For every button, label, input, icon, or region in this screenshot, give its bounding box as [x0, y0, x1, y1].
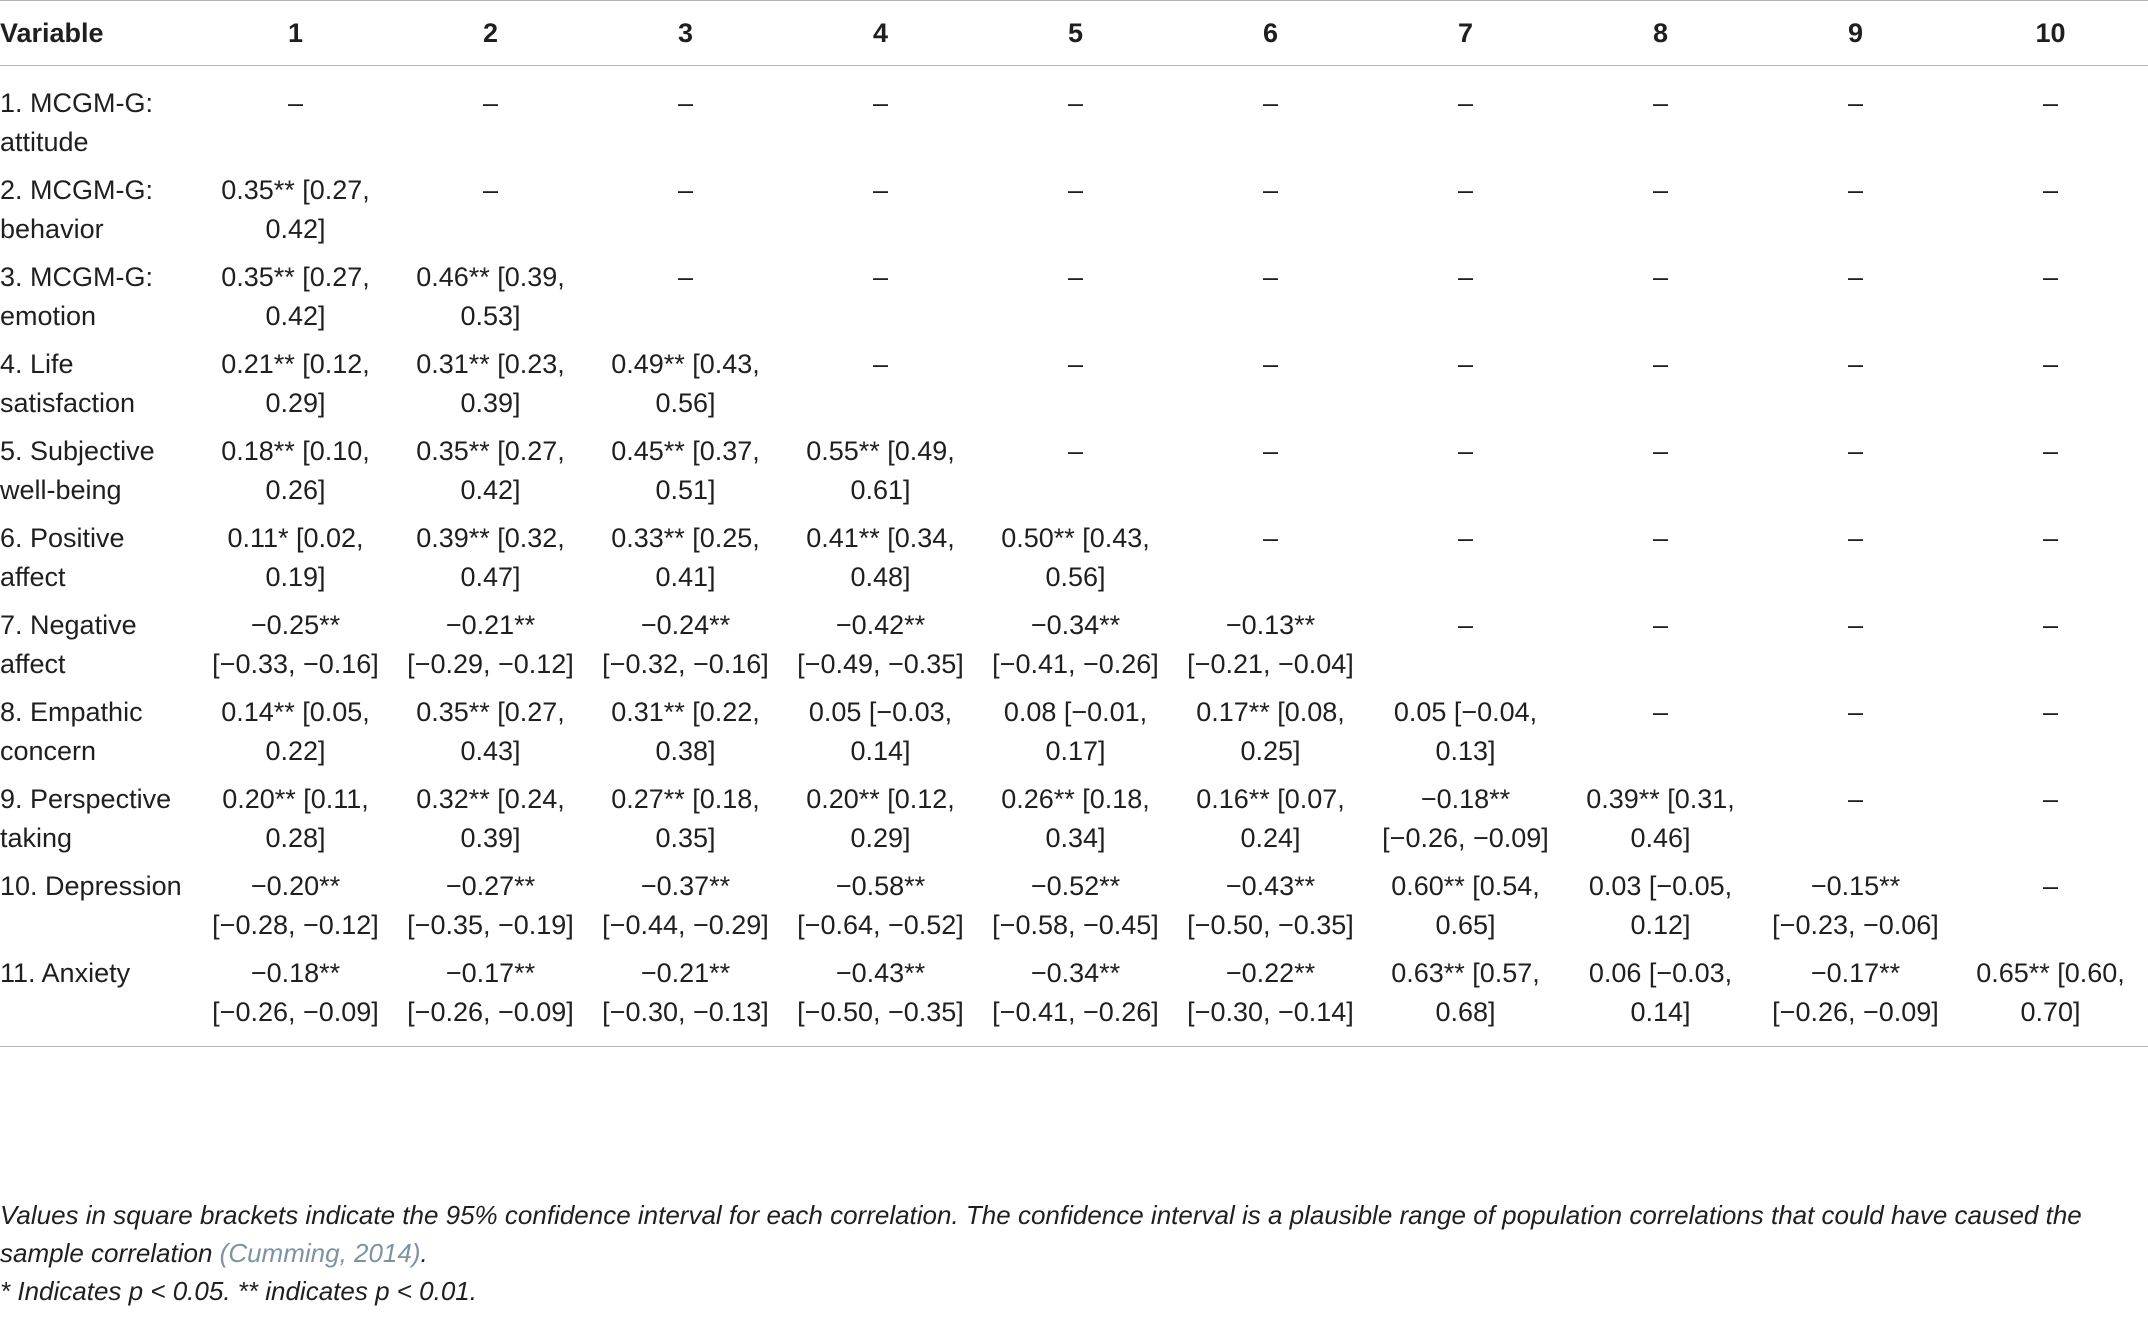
table-cell: [1173, 258, 1368, 345]
cell-value: 0.05 [−0.04, 0.13]: [1393, 697, 1538, 766]
table-cell: [1173, 693, 1368, 780]
cell-value: −0.18** [−0.26, −0.09]: [212, 958, 379, 1027]
note-ci-end: .: [420, 1238, 428, 1268]
table-cell: [1563, 258, 1758, 345]
cell-value: –: [482, 88, 499, 118]
table-cell: [978, 258, 1173, 345]
cell-value: 0.45** [0.37, 0.51]: [611, 436, 760, 505]
row-label: 3. MCGM-G: emotion: [0, 262, 153, 331]
table-cell: [393, 432, 588, 519]
cell-value: 0.39** [0.31, 0.46]: [1586, 784, 1735, 853]
table-cell: [588, 345, 783, 432]
table-cell: [783, 66, 978, 172]
table-cell: [783, 867, 978, 954]
header-col-4: 4: [783, 1, 978, 66]
row-label-cell: [0, 867, 198, 954]
row-label-cell: [0, 66, 198, 172]
table-cell: [978, 519, 1173, 606]
table-cell: [1563, 954, 1758, 1047]
table-cell: [1953, 258, 2148, 345]
table-row: [0, 606, 2148, 693]
cell-value: –: [2042, 784, 2059, 814]
cell-value: –: [1457, 175, 1474, 205]
cell-value: –: [1652, 523, 1669, 553]
cell-value: –: [1262, 262, 1279, 292]
table-cell: [1953, 432, 2148, 519]
cell-value: −0.21** [−0.30, −0.13]: [602, 958, 769, 1027]
table-cell: [393, 606, 588, 693]
cell-value: –: [287, 88, 304, 118]
cell-value: 0.20** [0.12, 0.29]: [806, 784, 955, 853]
cell-value: 0.65** [0.60, 0.70]: [1976, 958, 2125, 1027]
table-cell: [1563, 171, 1758, 258]
cell-value: −0.58** [−0.64, −0.52]: [797, 871, 964, 940]
cell-value: 0.18** [0.10, 0.26]: [221, 436, 370, 505]
table-cell: [588, 432, 783, 519]
cell-value: –: [482, 175, 499, 205]
cell-value: −0.34** [−0.41, −0.26]: [992, 610, 1159, 679]
cell-value: −0.43** [−0.50, −0.35]: [797, 958, 964, 1027]
table-cell: [588, 867, 783, 954]
cell-value: −0.52** [−0.58, −0.45]: [992, 871, 1159, 940]
table-cell: [588, 606, 783, 693]
table-cell: [1563, 519, 1758, 606]
cell-value: –: [1847, 88, 1864, 118]
row-label-cell: [0, 432, 198, 519]
cell-value: 0.31** [0.23, 0.39]: [416, 349, 565, 418]
row-label-cell: [0, 780, 198, 867]
table-cell: [978, 66, 1173, 172]
cell-value: –: [1457, 610, 1474, 640]
table-cell: [1953, 606, 2148, 693]
cell-value: –: [872, 262, 889, 292]
cell-value: 0.35** [0.27, 0.43]: [416, 697, 565, 766]
table-cell: [783, 171, 978, 258]
table-cell: [1953, 780, 2148, 867]
cell-value: –: [1847, 436, 1864, 466]
table-cell: [978, 867, 1173, 954]
cell-value: −0.18** [−0.26, −0.09]: [1382, 784, 1549, 853]
cell-value: –: [677, 88, 694, 118]
table-cell: [1563, 606, 1758, 693]
table-cell: [978, 954, 1173, 1047]
table-cell: [1368, 780, 1563, 867]
table-cell: [783, 954, 978, 1047]
cell-value: –: [1847, 175, 1864, 205]
table-row: [0, 867, 2148, 954]
table-row: [0, 345, 2148, 432]
table-cell: [393, 66, 588, 172]
cell-value: –: [1262, 523, 1279, 553]
table-cell: [1758, 519, 1953, 606]
cell-value: –: [2042, 697, 2059, 727]
table-row: [0, 519, 2148, 606]
table-cell: [1758, 345, 1953, 432]
row-label-cell: [0, 258, 198, 345]
header-col-2: 2: [393, 1, 588, 66]
table-cell: [1368, 258, 1563, 345]
header-col-10: 10: [1953, 1, 2148, 66]
table-cell: [198, 258, 393, 345]
row-label: 11. Anxiety: [0, 958, 131, 988]
cell-value: –: [1457, 88, 1474, 118]
table-cell: [393, 954, 588, 1047]
cell-value: –: [1652, 175, 1669, 205]
cell-value: –: [1067, 349, 1084, 379]
row-label-cell: [0, 693, 198, 780]
cell-value: 0.41** [0.34, 0.48]: [806, 523, 955, 592]
cell-value: –: [1262, 436, 1279, 466]
table-cell: [1953, 171, 2148, 258]
table-cell: [1758, 780, 1953, 867]
cell-value: –: [1457, 349, 1474, 379]
table-cell: [198, 693, 393, 780]
cell-value: −0.15** [−0.23, −0.06]: [1772, 871, 1939, 940]
row-label: 6. Positive affect: [0, 523, 125, 592]
table-cell: [1368, 519, 1563, 606]
table-cell: [783, 780, 978, 867]
table-cell: [1758, 693, 1953, 780]
cell-value: –: [1457, 523, 1474, 553]
row-label-cell: [0, 345, 198, 432]
header-col-7: 7: [1368, 1, 1563, 66]
table-body: [0, 66, 2148, 1047]
cell-value: –: [2042, 262, 2059, 292]
cell-value: 0.16** [0.07, 0.24]: [1196, 784, 1345, 853]
row-label: 10. Depression: [0, 871, 182, 901]
table-cell: [588, 258, 783, 345]
row-label: 8. Empathic concern: [0, 697, 143, 766]
cell-value: −0.17** [−0.26, −0.09]: [1772, 958, 1939, 1027]
cell-value: −0.43** [−0.50, −0.35]: [1187, 871, 1354, 940]
note-significance: * Indicates p < 0.05. ** indicates p < 0.01.: [0, 1276, 477, 1306]
table-cell: [1173, 519, 1368, 606]
cell-value: 0.17** [0.08, 0.25]: [1196, 697, 1345, 766]
cell-value: –: [1262, 175, 1279, 205]
table-cell: [393, 780, 588, 867]
cell-value: 0.35** [0.27, 0.42]: [221, 175, 370, 244]
cell-value: −0.17** [−0.26, −0.09]: [407, 958, 574, 1027]
cell-value: –: [1067, 175, 1084, 205]
table-cell: [393, 345, 588, 432]
table-cell: [978, 606, 1173, 693]
table-cell: [1563, 693, 1758, 780]
table-row: [0, 171, 2148, 258]
row-label: 2. MCGM-G: behavior: [0, 175, 153, 244]
cell-value: 0.33** [0.25, 0.41]: [611, 523, 760, 592]
table-cell: [1368, 954, 1563, 1047]
cell-value: –: [1067, 88, 1084, 118]
table-cell: [1173, 606, 1368, 693]
cell-value: –: [2042, 871, 2059, 901]
row-label: 4. Life satisfaction: [0, 349, 136, 418]
cell-value: 0.14** [0.05, 0.22]: [221, 697, 370, 766]
table-cell: [393, 258, 588, 345]
cell-value: 0.31** [0.22, 0.38]: [611, 697, 760, 766]
table-cell: [198, 171, 393, 258]
table-cell: [1758, 954, 1953, 1047]
cell-value: 0.49** [0.43, 0.56]: [611, 349, 760, 418]
table-cell: [198, 780, 393, 867]
table-cell: [393, 867, 588, 954]
table-cell: [978, 780, 1173, 867]
cell-value: –: [1847, 523, 1864, 553]
table-cell: [588, 66, 783, 172]
cell-value: 0.06 [−0.03, 0.14]: [1588, 958, 1733, 1027]
table-cell: [783, 345, 978, 432]
table-cell: [1758, 867, 1953, 954]
cell-value: –: [1652, 88, 1669, 118]
cell-value: 0.20** [0.11, 0.28]: [222, 784, 369, 853]
cell-value: –: [1262, 88, 1279, 118]
table-row: [0, 693, 2148, 780]
cell-value: –: [1847, 784, 1864, 814]
cell-value: –: [2042, 610, 2059, 640]
cell-value: −0.21** [−0.29, −0.12]: [407, 610, 574, 679]
cell-value: –: [1652, 697, 1669, 727]
cell-value: –: [1652, 610, 1669, 640]
table-cell: [1173, 171, 1368, 258]
table-cell: [978, 432, 1173, 519]
table-cell: [198, 519, 393, 606]
cell-value: –: [2042, 349, 2059, 379]
table-cell: [1953, 345, 2148, 432]
table-cell: [1953, 519, 2148, 606]
cell-value: –: [1652, 349, 1669, 379]
row-label: 1. MCGM-G: attitude: [0, 88, 153, 157]
cell-value: 0.35** [0.27, 0.42]: [221, 262, 370, 331]
cell-value: –: [2042, 88, 2059, 118]
header-col-5: 5: [978, 1, 1173, 66]
table-cell: [1758, 66, 1953, 172]
table-cell: [393, 693, 588, 780]
row-label-cell: [0, 606, 198, 693]
table-cell: [1368, 66, 1563, 172]
row-label-cell: [0, 954, 198, 1047]
cell-value: –: [1457, 262, 1474, 292]
table-cell: [588, 519, 783, 606]
table-row: [0, 258, 2148, 345]
cell-value: 0.32** [0.24, 0.39]: [416, 784, 565, 853]
table-cell: [978, 171, 1173, 258]
header-col-9: 9: [1758, 1, 1953, 66]
cell-value: –: [872, 175, 889, 205]
cell-value: 0.60** [0.54, 0.65]: [1391, 871, 1540, 940]
table-cell: [1953, 693, 2148, 780]
table-cell: [588, 780, 783, 867]
cell-value: –: [1847, 262, 1864, 292]
cell-value: −0.13** [−0.21, −0.04]: [1187, 610, 1354, 679]
cell-value: 0.11* [0.02, 0.19]: [227, 523, 364, 592]
cell-value: 0.35** [0.27, 0.42]: [416, 436, 565, 505]
row-label: 5. Subjective well-being: [0, 436, 155, 505]
row-label: 7. Negative affect: [0, 610, 137, 679]
cell-value: 0.08 [−0.01, 0.17]: [1003, 697, 1148, 766]
table-cell: [1173, 954, 1368, 1047]
table-cell: [1758, 171, 1953, 258]
header-variable: Variable: [0, 1, 198, 66]
table-cell: [1368, 432, 1563, 519]
cell-value: 0.55** [0.49, 0.61]: [806, 436, 955, 505]
header-col-1: 1: [198, 1, 393, 66]
cell-value: −0.24** [−0.32, −0.16]: [602, 610, 769, 679]
table-cell: [783, 693, 978, 780]
cell-value: –: [1067, 436, 1084, 466]
table-row: [0, 780, 2148, 867]
table-cell: [1173, 432, 1368, 519]
table-cell: [198, 66, 393, 172]
table-header-row: [0, 1, 2148, 66]
citation-link[interactable]: (Cumming, 2014): [219, 1238, 421, 1268]
table-cell: [198, 954, 393, 1047]
table-cell: [1173, 66, 1368, 172]
cell-value: 0.46** [0.39, 0.53]: [416, 262, 565, 331]
table-cell: [1758, 258, 1953, 345]
table-cell: [393, 519, 588, 606]
row-label-cell: [0, 171, 198, 258]
cell-value: –: [872, 349, 889, 379]
note-ci-text: Values in square brackets indicate the 95% confidence interval for each correlation. The confidence interval is a plausible range of population correlations that could have caused the sample correlation: [0, 1200, 2082, 1268]
table-cell: [393, 171, 588, 258]
table-cell: [783, 519, 978, 606]
cell-value: −0.20** [−0.28, −0.12]: [212, 871, 379, 940]
table-cell: [1758, 432, 1953, 519]
table-cell: [588, 693, 783, 780]
table-cell: [783, 432, 978, 519]
table-cell: [1563, 66, 1758, 172]
table-cell: [1368, 171, 1563, 258]
cell-value: –: [1652, 436, 1669, 466]
cell-value: –: [677, 262, 694, 292]
table-cell: [588, 954, 783, 1047]
cell-value: −0.42** [−0.49, −0.35]: [797, 610, 964, 679]
table-cell: [1953, 66, 2148, 172]
table-cell: [198, 345, 393, 432]
table-notes: [0, 1196, 2104, 1310]
cell-value: 0.03 [−0.05, 0.12]: [1588, 871, 1733, 940]
row-label-cell: [0, 519, 198, 606]
table-cell: [198, 606, 393, 693]
cell-value: –: [1652, 262, 1669, 292]
table-cell: [1953, 954, 2148, 1047]
table-cell: [1173, 345, 1368, 432]
table-cell: [1563, 345, 1758, 432]
table-row: [0, 66, 2148, 172]
table-cell: [1173, 780, 1368, 867]
table-cell: [1758, 606, 1953, 693]
cell-value: –: [2042, 523, 2059, 553]
table-cell: [1563, 432, 1758, 519]
table-cell: [1368, 606, 1563, 693]
cell-value: –: [1847, 349, 1864, 379]
cell-value: 0.21** [0.12, 0.29]: [221, 349, 370, 418]
header-col-6: 6: [1173, 1, 1368, 66]
table-cell: [1173, 867, 1368, 954]
cell-value: –: [1847, 697, 1864, 727]
cell-value: 0.63** [0.57, 0.68]: [1391, 958, 1540, 1027]
cell-value: −0.22** [−0.30, −0.14]: [1187, 958, 1354, 1027]
cell-value: –: [677, 175, 694, 205]
cell-value: −0.27** [−0.35, −0.19]: [407, 871, 574, 940]
header-col-3: 3: [588, 1, 783, 66]
note-ci: [0, 1196, 2104, 1272]
cell-value: 0.05 [−0.03, 0.14]: [808, 697, 953, 766]
table-cell: [978, 345, 1173, 432]
cell-value: 0.39** [0.32, 0.47]: [416, 523, 565, 592]
table-cell: [783, 258, 978, 345]
cell-value: −0.25** [−0.33, −0.16]: [212, 610, 379, 679]
cell-value: –: [1457, 436, 1474, 466]
table-cell: [198, 432, 393, 519]
table-row: [0, 954, 2148, 1047]
table-cell: [1953, 867, 2148, 954]
table-cell: [978, 693, 1173, 780]
cell-value: −0.37** [−0.44, −0.29]: [602, 871, 769, 940]
table-cell: [1563, 780, 1758, 867]
header-col-8: 8: [1563, 1, 1758, 66]
cell-value: –: [1847, 610, 1864, 640]
row-label: 9. Perspective taking: [0, 784, 172, 853]
table-row: [0, 432, 2148, 519]
table-cell: [1368, 345, 1563, 432]
table-cell: [783, 606, 978, 693]
cell-value: 0.50** [0.43, 0.56]: [1001, 523, 1150, 592]
cell-value: –: [2042, 175, 2059, 205]
cell-value: 0.27** [0.18, 0.35]: [611, 784, 760, 853]
cell-value: –: [872, 88, 889, 118]
table-cell: [1368, 867, 1563, 954]
table-cell: [1563, 867, 1758, 954]
cell-value: −0.34** [−0.41, −0.26]: [992, 958, 1159, 1027]
table-cell: [588, 171, 783, 258]
cell-value: –: [2042, 436, 2059, 466]
cell-value: –: [1262, 349, 1279, 379]
cell-value: –: [1067, 262, 1084, 292]
table-cell: [198, 867, 393, 954]
table-cell: [1368, 693, 1563, 780]
cell-value: 0.26** [0.18, 0.34]: [1001, 784, 1150, 853]
